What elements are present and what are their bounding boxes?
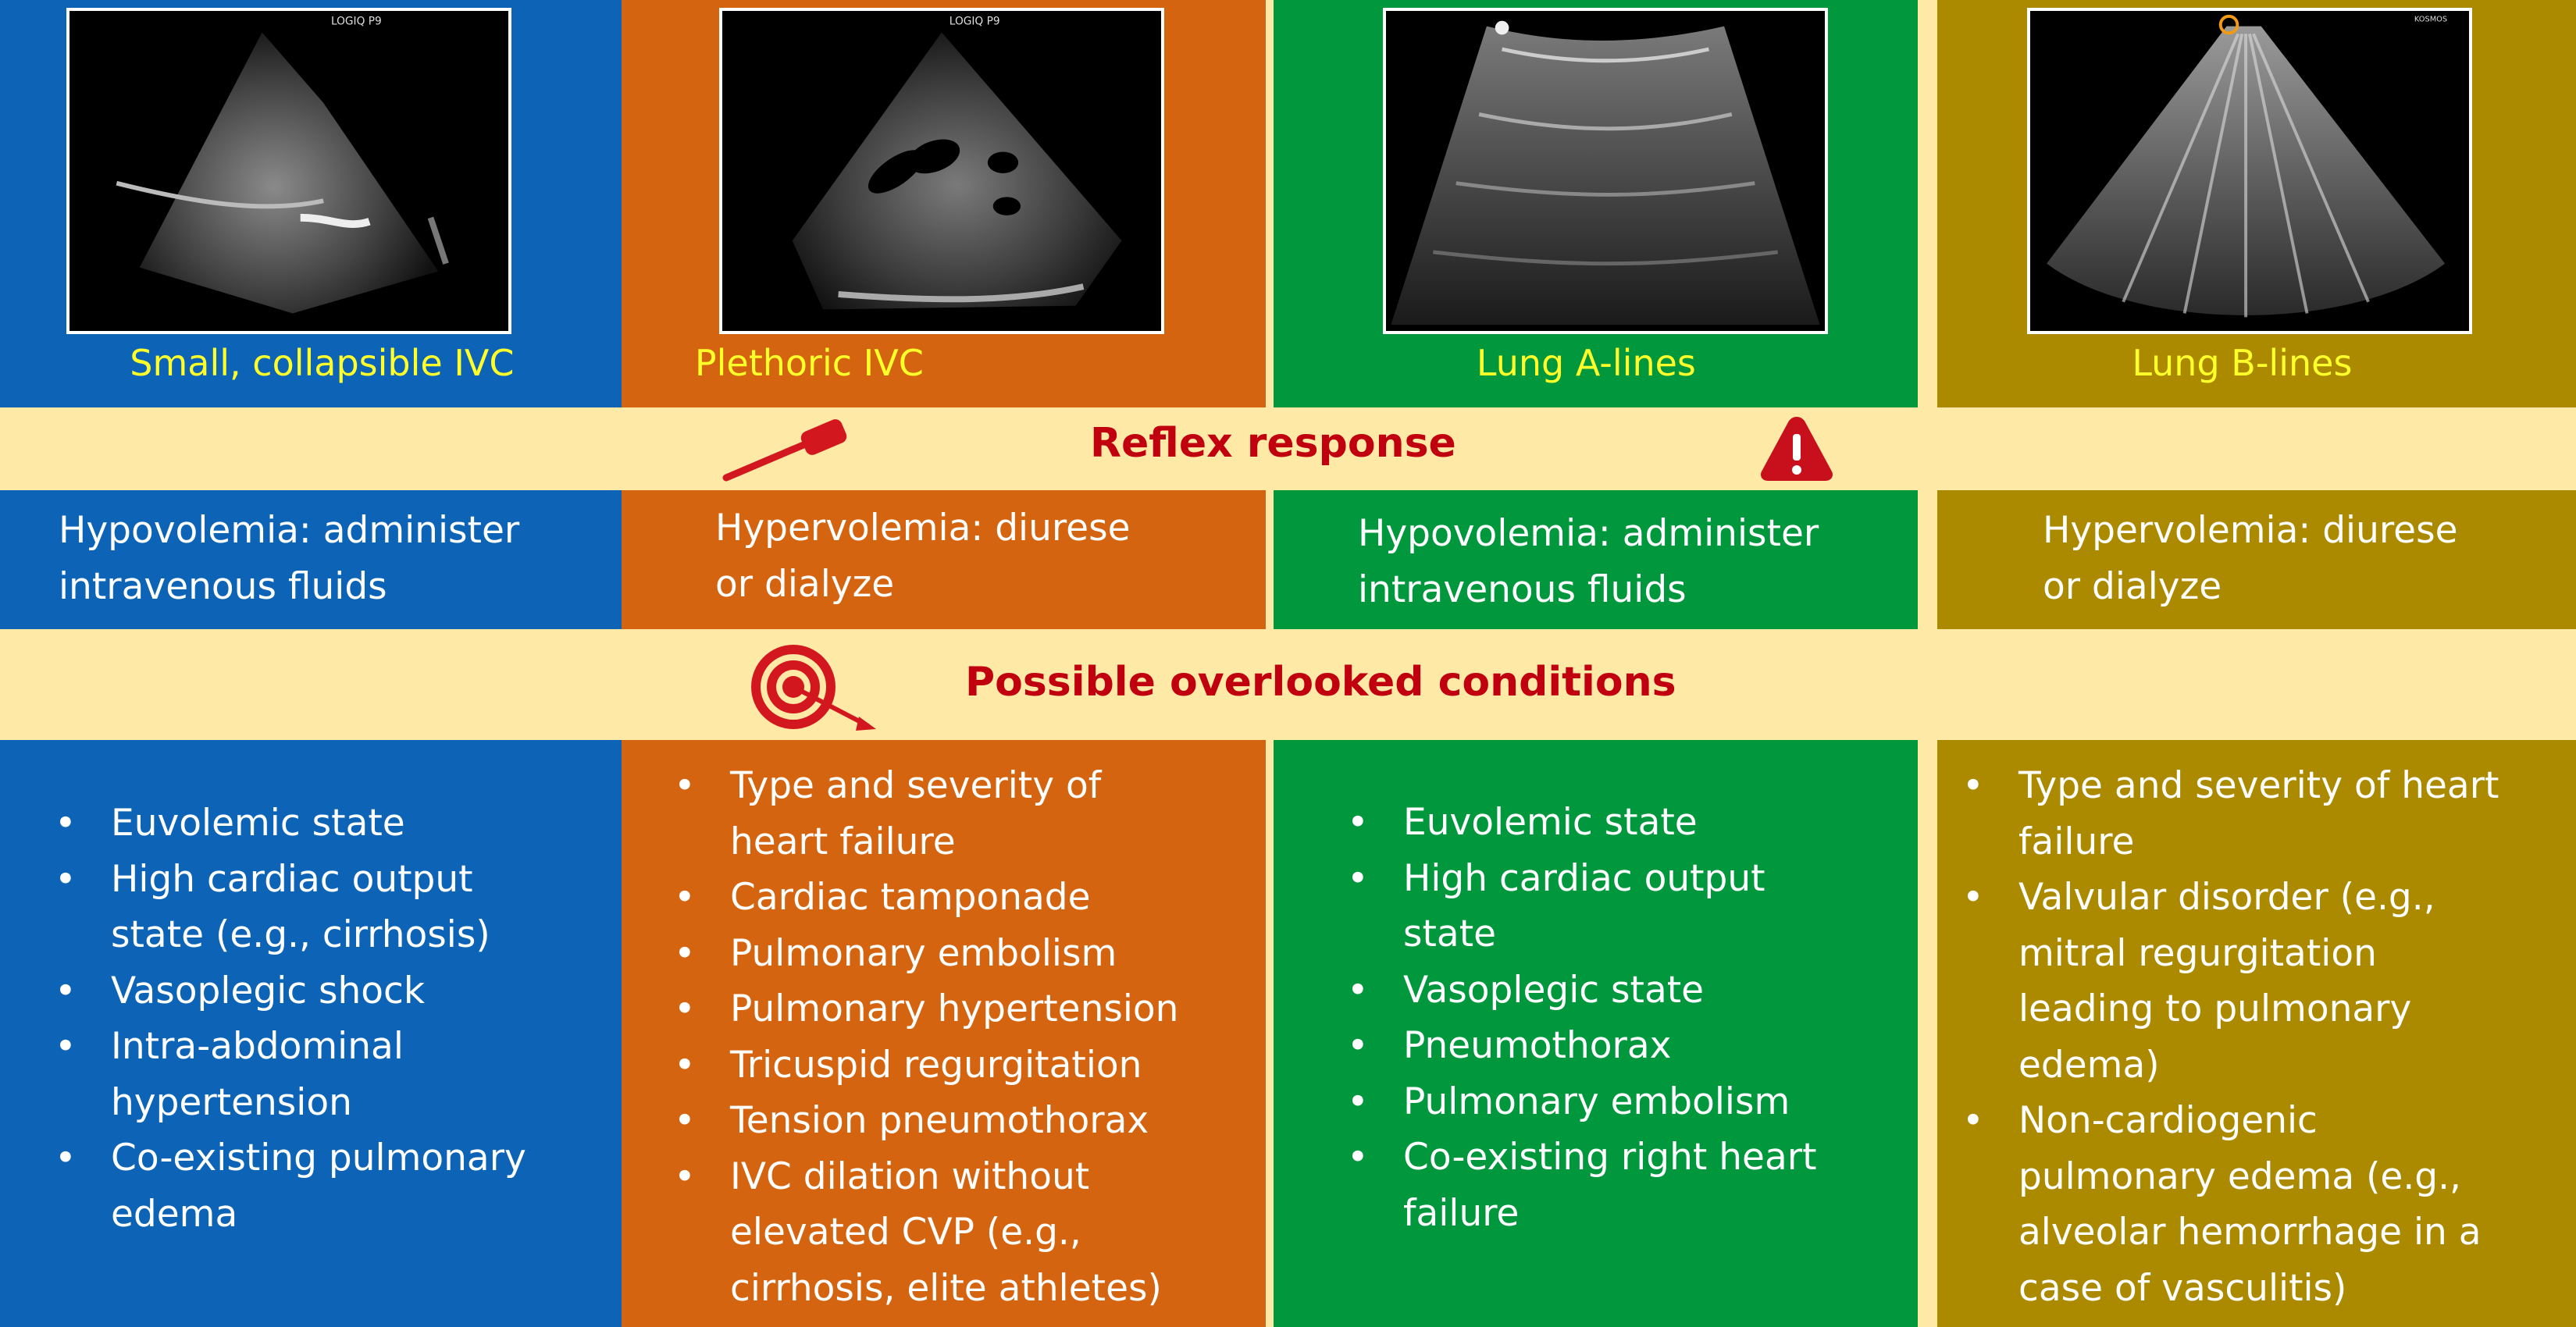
overlooked-condition-item bbox=[55, 1130, 526, 1242]
overlooked-condition-line: • Type and severity of heart bbox=[2018, 764, 2499, 807]
overlooked-list bbox=[1962, 758, 2499, 1316]
target-icon bbox=[743, 642, 878, 734]
overlooked-condition-item bbox=[1347, 962, 1817, 1019]
overlooked-condition-line: • Vasoplegic shock bbox=[111, 969, 426, 1012]
image-caption: KOSMOS bbox=[2414, 15, 2448, 24]
overlooked-condition-line: • Type and severity of bbox=[730, 764, 1102, 807]
overlooked-condition-line: elevated CVP (e.g., bbox=[730, 1211, 1081, 1254]
overlooked-condition-line: • Valvular disorder (e.g., bbox=[2018, 876, 2435, 919]
overlooked-condition-line: • High cardiac output bbox=[111, 857, 473, 901]
overlooked-condition-item bbox=[1347, 795, 1817, 851]
ultrasound-svg bbox=[2030, 11, 2469, 331]
column-orange-mid bbox=[622, 490, 1266, 629]
overlooked-condition-line: • Pulmonary embolism bbox=[730, 931, 1117, 975]
overlooked-condition-line: failure bbox=[2018, 820, 2135, 863]
ultrasound-svg bbox=[722, 11, 1161, 331]
reflex-line: Hypovolemia: administer bbox=[59, 509, 520, 552]
overlooked-conditions-title: Possible overlooked conditions bbox=[965, 659, 1676, 706]
overlooked-list bbox=[674, 758, 1178, 1316]
column-olive-mid bbox=[1937, 490, 2576, 629]
overlooked-condition-line: leading to pulmonary bbox=[2018, 987, 2412, 1030]
image-caption: LOGIQ P9 bbox=[949, 15, 1000, 28]
reflex-text bbox=[715, 500, 1130, 613]
overlooked-condition-item bbox=[674, 1149, 1178, 1317]
overlooked-condition-line: • Pulmonary embolism bbox=[1403, 1080, 1790, 1123]
reflex-line: intravenous fluids bbox=[59, 565, 387, 608]
ultrasound-svg bbox=[1386, 11, 1825, 331]
warning-icon bbox=[1757, 412, 1837, 484]
image-label-lung-b-lines: Lung B-lines bbox=[2132, 342, 2353, 384]
ultrasound-image-lung-b-lines bbox=[2027, 8, 2472, 334]
overlooked-condition-line: • Vasoplegic state bbox=[1403, 968, 1705, 1012]
overlooked-condition-item bbox=[1962, 870, 2499, 1093]
overlooked-condition-line: edema bbox=[111, 1192, 238, 1236]
overlooked-list bbox=[55, 795, 526, 1242]
reflex-line: or dialyze bbox=[715, 563, 895, 606]
overlooked-condition-item bbox=[1347, 851, 1817, 962]
overlooked-condition-line: cirrhosis, elite athletes) bbox=[730, 1266, 1162, 1310]
overlooked-condition-item bbox=[674, 926, 1178, 982]
overlooked-condition-line: • Co-existing right heart bbox=[1403, 1136, 1817, 1179]
image-caption: LOGIQ P9 bbox=[330, 15, 382, 28]
overlooked-condition-item bbox=[674, 870, 1178, 926]
column-green-mid bbox=[1274, 490, 1918, 629]
overlooked-condition-line: • Euvolemic state bbox=[111, 802, 405, 845]
column-blue-mid bbox=[0, 490, 644, 629]
overlooked-condition-line: • Tension pneumothorax bbox=[730, 1099, 1149, 1142]
column-orange-top bbox=[622, 0, 1266, 407]
overlooked-condition-item bbox=[674, 758, 1178, 870]
overlooked-condition-item bbox=[55, 852, 526, 963]
reflex-text bbox=[1358, 506, 1819, 618]
reflex-hammer-icon bbox=[722, 414, 847, 482]
overlooked-condition-line: • Non-cardiogenic bbox=[2018, 1099, 2318, 1142]
overlooked-condition-item bbox=[1962, 758, 2499, 870]
overlooked-conditions-band bbox=[0, 629, 2576, 740]
overlooked-condition-line: • High cardiac output bbox=[1403, 856, 1765, 900]
overlooked-condition-item bbox=[55, 963, 526, 1019]
column-green-bottom bbox=[1274, 740, 1918, 1327]
column-olive-top bbox=[1937, 0, 2576, 407]
overlooked-condition-line: state bbox=[1403, 913, 1497, 955]
overlooked-condition-line: • Cardiac tamponade bbox=[730, 876, 1091, 919]
reflex-response-title: Reflex response bbox=[1090, 420, 1456, 467]
column-blue-bottom bbox=[0, 740, 644, 1327]
overlooked-condition-item bbox=[55, 1019, 526, 1130]
overlooked-condition-line: failure bbox=[1403, 1191, 1520, 1235]
overlooked-condition-line: heart failure bbox=[730, 820, 956, 863]
overlooked-condition-item bbox=[1347, 1074, 1817, 1130]
overlooked-condition-line: alveolar hemorrhage in a bbox=[2018, 1211, 2482, 1254]
reflex-response-band bbox=[0, 407, 2576, 490]
column-green-top bbox=[1274, 0, 1918, 407]
reflex-line: intravenous fluids bbox=[1358, 568, 1687, 611]
reflex-text bbox=[2043, 503, 2457, 615]
column-orange-bottom bbox=[622, 740, 1266, 1327]
reflex-text bbox=[59, 503, 519, 615]
image-label-plethoric-ivc: Plethoric IVC bbox=[694, 342, 924, 384]
ultrasound-image-lung-a-lines bbox=[1383, 8, 1828, 334]
ultrasound-image-small-ivc bbox=[66, 8, 511, 334]
overlooked-condition-item bbox=[1347, 1018, 1817, 1074]
overlooked-condition-line: pulmonary edema (e.g., bbox=[2018, 1154, 2461, 1198]
overlooked-condition-line: case of vasculitis) bbox=[2018, 1266, 2347, 1310]
overlooked-condition-item bbox=[1347, 1130, 1817, 1241]
reflex-line: Hypovolemia: administer bbox=[1358, 512, 1819, 555]
overlooked-condition-item bbox=[1962, 1093, 2499, 1316]
overlooked-condition-line: hypertension bbox=[111, 1080, 352, 1124]
column-olive-bottom bbox=[1937, 740, 2576, 1327]
overlooked-condition-line: • Pneumothorax bbox=[1403, 1024, 1672, 1067]
reflex-line: Hypervolemia: diurese bbox=[715, 507, 1131, 550]
overlooked-condition-line: • Tricuspid regurgitation bbox=[730, 1043, 1142, 1087]
overlooked-condition-line: state (e.g., cirrhosis) bbox=[111, 913, 490, 956]
overlooked-condition-line: • Intra-abdominal bbox=[111, 1025, 404, 1068]
overlooked-condition-line: • IVC dilation without bbox=[730, 1154, 1090, 1198]
reflex-line: or dialyze bbox=[2043, 565, 2222, 608]
overlooked-list bbox=[1347, 795, 1817, 1241]
overlooked-condition-line: mitral regurgitation bbox=[2018, 931, 2377, 975]
overlooked-condition-line: edema) bbox=[2018, 1043, 2160, 1087]
overlooked-condition-item bbox=[674, 1037, 1178, 1094]
image-label-lung-a-lines: Lung A-lines bbox=[1476, 342, 1696, 384]
overlooked-condition-item bbox=[674, 981, 1178, 1037]
overlooked-condition-line: • Euvolemic state bbox=[1403, 801, 1698, 844]
image-label-small-ivc: Small, collapsible IVC bbox=[130, 342, 515, 384]
ultrasound-image-plethoric-ivc bbox=[719, 8, 1164, 334]
reflex-line: Hypervolemia: diurese bbox=[2043, 509, 2458, 552]
overlooked-condition-line: • Pulmonary hypertension bbox=[730, 987, 1179, 1030]
overlooked-condition-item bbox=[674, 1093, 1178, 1149]
overlooked-condition-item bbox=[55, 795, 526, 852]
ultrasound-svg bbox=[69, 11, 508, 331]
overlooked-condition-line: • Co-existing pulmonary bbox=[111, 1137, 526, 1179]
